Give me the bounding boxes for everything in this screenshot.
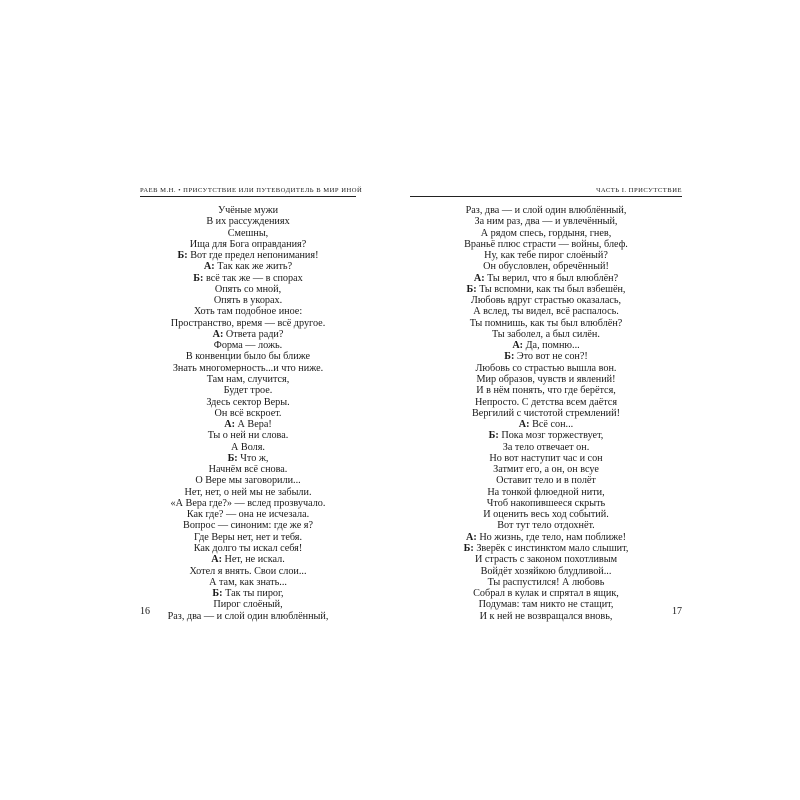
line-text: И в нём понять, что где берётся, <box>476 385 616 397</box>
line-text: Там нам, случится, <box>206 373 290 385</box>
line-text: Любовь со страстью вышла вон. <box>475 362 617 374</box>
line-text: Непросто. С детства всем даётся <box>474 396 618 408</box>
verse-line <box>410 430 682 441</box>
line-text: Смешны, <box>227 227 269 239</box>
verse-line <box>410 509 682 520</box>
page-number-right: 17 <box>672 606 682 617</box>
line-text: Раз, два — и слой один влюблённый, <box>465 205 627 216</box>
line-text: Как где? — она не исчезала. <box>186 509 310 521</box>
speaker-label: А: <box>211 554 222 566</box>
verse-line <box>140 216 356 227</box>
line-text: Ты о ней ни слова. <box>207 430 289 442</box>
verse-line <box>410 205 682 216</box>
verse-line <box>140 329 356 340</box>
line-text: Вопрос — синоним: где же я? <box>183 520 313 532</box>
verse-line <box>140 520 356 531</box>
verse-line <box>410 487 682 498</box>
verse-line <box>410 261 682 272</box>
speaker-label: А: <box>212 328 224 340</box>
verse-line <box>140 351 356 362</box>
line-text: Собрал в кулак и спрятал в ящик, <box>473 588 619 600</box>
line-text: Что ж, <box>240 452 269 464</box>
line-text: В их рассуждениях <box>206 216 290 228</box>
line-text: А вслед, ты видел, всё распалось. <box>473 306 619 318</box>
verse-line <box>140 498 356 509</box>
verse-line <box>140 273 356 284</box>
left-page <box>140 180 363 630</box>
speaker-label: А: <box>512 340 524 352</box>
verse-line <box>410 588 682 599</box>
line-text: И страсть с законом похотливым <box>474 554 618 566</box>
verse-line <box>140 340 356 351</box>
verse-line <box>410 216 682 227</box>
speaker-label: Б: <box>463 542 474 554</box>
line-text: Ты распустился! А любовь <box>487 576 605 588</box>
verse-line <box>140 397 356 408</box>
verse-line <box>140 588 356 599</box>
verse-line <box>140 295 356 306</box>
line-text: А там, как знать... <box>209 576 287 588</box>
verse-line <box>140 464 356 475</box>
verse-line <box>410 442 682 453</box>
line-text: За тело отвечает он. <box>502 441 590 453</box>
line-text: Но вот наступит час и сон <box>489 452 603 464</box>
speaker-label: Б: <box>227 452 238 464</box>
verse-line <box>410 577 682 588</box>
verse-line <box>140 385 356 396</box>
line-text: Так ты пирог, <box>225 588 284 600</box>
line-text: Хотел я внять. Свои слои... <box>189 565 307 577</box>
verse-line <box>140 487 356 498</box>
line-text: Но жизнь, где тело, нам поближе! <box>479 531 626 543</box>
speaker-label: Б: <box>504 351 515 363</box>
verse-line <box>410 611 682 622</box>
line-text: Враньё плюс страсти — войны, блеф. <box>464 238 628 250</box>
line-text: А Вера! <box>237 419 272 431</box>
line-text: За ним раз, два — и увлечённый, <box>474 216 618 228</box>
speaker-label: Б: <box>488 430 499 442</box>
right-page <box>410 180 682 630</box>
verse-line <box>410 385 682 396</box>
verse-line <box>140 306 356 317</box>
line-text: Где Веры нет, нет и тебя. <box>193 531 303 543</box>
line-text: «А Вера где?» — вслед прозвучало. <box>170 497 326 509</box>
verse-line <box>410 318 682 329</box>
verse-line <box>140 599 356 610</box>
verse-line <box>410 284 682 295</box>
speaker-label: Б: <box>193 272 204 284</box>
verse-line <box>140 554 356 565</box>
line-text: И оценить весь ход событий. <box>483 509 609 521</box>
verse-line <box>140 419 356 430</box>
line-text: Пространство, время — всё другое. <box>170 317 326 329</box>
verse-line <box>410 374 682 385</box>
line-text: Знать многомерность...и что ниже. <box>172 362 324 374</box>
verse-line <box>410 520 682 531</box>
verse-line <box>410 554 682 565</box>
verse-line <box>140 228 356 239</box>
line-text: Хоть там подобное иное: <box>193 306 303 318</box>
verse-block-left <box>140 205 356 622</box>
verse-line <box>410 351 682 362</box>
verse-line <box>140 363 356 374</box>
verse-line <box>140 239 356 250</box>
verse-line <box>410 498 682 509</box>
verse-line <box>410 475 682 486</box>
speaker-label: Б: <box>466 283 477 295</box>
line-text: Да, помню... <box>525 340 580 352</box>
line-text: Он всё вскроет. <box>214 407 282 419</box>
line-text: Так как же жить? <box>217 261 293 273</box>
line-text: Пирог слоёный, <box>213 599 283 611</box>
verse-line <box>140 611 356 622</box>
verse-line <box>140 442 356 453</box>
header-rule-left <box>140 196 356 197</box>
verse-line <box>410 453 682 464</box>
verse-line <box>410 295 682 306</box>
verse-line <box>140 318 356 329</box>
verse-line <box>410 239 682 250</box>
line-text: Как долго ты искал себя! <box>193 542 303 554</box>
speaker-label: Б: <box>177 250 188 262</box>
line-text: Всё сон... <box>532 419 574 431</box>
page-number-left: 16 <box>140 606 150 617</box>
line-text: Ты верил, что я был влюблён? <box>487 272 619 284</box>
speaker-label: А: <box>518 419 530 431</box>
running-head-left: РАЕВ М.Н. • ПРИСУТСТВИЕ ИЛИ ПУТЕВОДИТЕЛЬ В МИР ИНОЙ <box>140 187 363 194</box>
verse-line <box>410 250 682 261</box>
verse-line <box>140 374 356 385</box>
verse-line <box>140 543 356 554</box>
verse-line <box>140 532 356 543</box>
verse-line <box>140 261 356 272</box>
line-text: Ответа ради? <box>225 328 284 340</box>
verse-line <box>140 430 356 441</box>
book-spread <box>140 180 682 630</box>
line-text: Ты помнишь, как ты был влюблён? <box>469 317 623 329</box>
line-text: Ну, как тебе пирог слоёный? <box>484 250 608 262</box>
verse-line <box>410 363 682 374</box>
speaker-label: А: <box>473 272 485 284</box>
line-text: Подумав: там никто не стащит, <box>478 599 614 611</box>
running-head-right: ЧАСТЬ I. ПРИСУТСТВИЕ <box>596 187 682 194</box>
line-text: И к ней не возвращался вновь, <box>479 610 613 622</box>
line-text: На тонкой флюедной нити, <box>487 486 605 498</box>
line-text: Затмит его, а он, он всуе <box>493 464 599 476</box>
verse-line <box>410 408 682 419</box>
speaker-label: А: <box>224 419 235 431</box>
speaker-label: Б: <box>212 588 223 600</box>
line-text: Здесь сектор Веры. <box>206 396 290 408</box>
verse-line <box>410 464 682 475</box>
line-text: Ты заболел, а был силён. <box>492 328 600 340</box>
verse-line <box>140 205 356 216</box>
verse-line <box>410 566 682 577</box>
verse-line <box>140 408 356 419</box>
line-text: Войдёт хозяйкою блудливой... <box>480 565 612 577</box>
verse-line <box>410 306 682 317</box>
header-rule-right <box>410 196 682 197</box>
line-text: Начнём всё снова. <box>208 464 288 476</box>
line-text: В конвенции было бы ближе <box>185 351 311 363</box>
line-text: О Вере мы заговорили... <box>195 475 301 487</box>
speaker-label: А: <box>466 531 477 543</box>
verse-line <box>140 250 356 261</box>
line-text: Вергилий с чистотой стремлений! <box>472 407 620 419</box>
line-text: Чтоб накопившееся скрыть <box>486 497 606 509</box>
line-text: Вот где предел непонимания! <box>190 250 319 262</box>
line-text: Раз, два — и слой один влюблённый, <box>167 610 329 622</box>
verse-block-right <box>410 205 682 622</box>
line-text: всё так же — в спорах <box>205 272 303 284</box>
line-text: А рядом спесь, гордыня, гнев, <box>480 227 612 239</box>
line-text: Любовь вдруг страстью оказалась, <box>470 295 622 307</box>
verse-line <box>140 475 356 486</box>
verse-line <box>410 532 682 543</box>
verse-line <box>410 273 682 284</box>
verse-line <box>140 577 356 588</box>
line-text: Вот тут тело отдохнёт. <box>497 520 595 532</box>
line-text: Ища для Бога оправдания? <box>189 238 307 250</box>
line-text: Зверёк с инстинктом мало слышит, <box>476 542 629 554</box>
line-text: Он обусловлен, обречённый! <box>483 261 609 273</box>
line-text: Учёные мужи <box>217 205 279 216</box>
verse-line <box>410 397 682 408</box>
verse-line <box>410 340 682 351</box>
verse-line <box>410 419 682 430</box>
line-text: Опять со мной, <box>214 283 282 295</box>
line-text: Ты вспомни, как ты был взбешён, <box>479 283 626 295</box>
verse-line <box>140 566 356 577</box>
line-text: Пока мозг торжествует, <box>501 430 604 442</box>
speaker-label: А: <box>203 261 215 273</box>
verse-line <box>410 543 682 554</box>
verse-line <box>410 329 682 340</box>
line-text: Нет, не искал. <box>224 554 285 566</box>
verse-line <box>410 228 682 239</box>
line-text: Это вот не сон?! <box>516 351 588 363</box>
line-text: Будет трое. <box>223 385 273 397</box>
line-text: Мир образов, чувств и явлений! <box>476 373 616 385</box>
line-text: Форма — ложь. <box>213 340 283 352</box>
line-text: Оставит тело и в полёт <box>496 475 596 487</box>
verse-line <box>140 509 356 520</box>
line-text: А Воля. <box>231 441 265 453</box>
verse-line <box>410 599 682 610</box>
line-text: Нет, нет, о ней мы не забыли. <box>184 486 312 498</box>
verse-line <box>140 453 356 464</box>
line-text: Опять в укорах. <box>213 295 283 307</box>
verse-line <box>140 284 356 295</box>
